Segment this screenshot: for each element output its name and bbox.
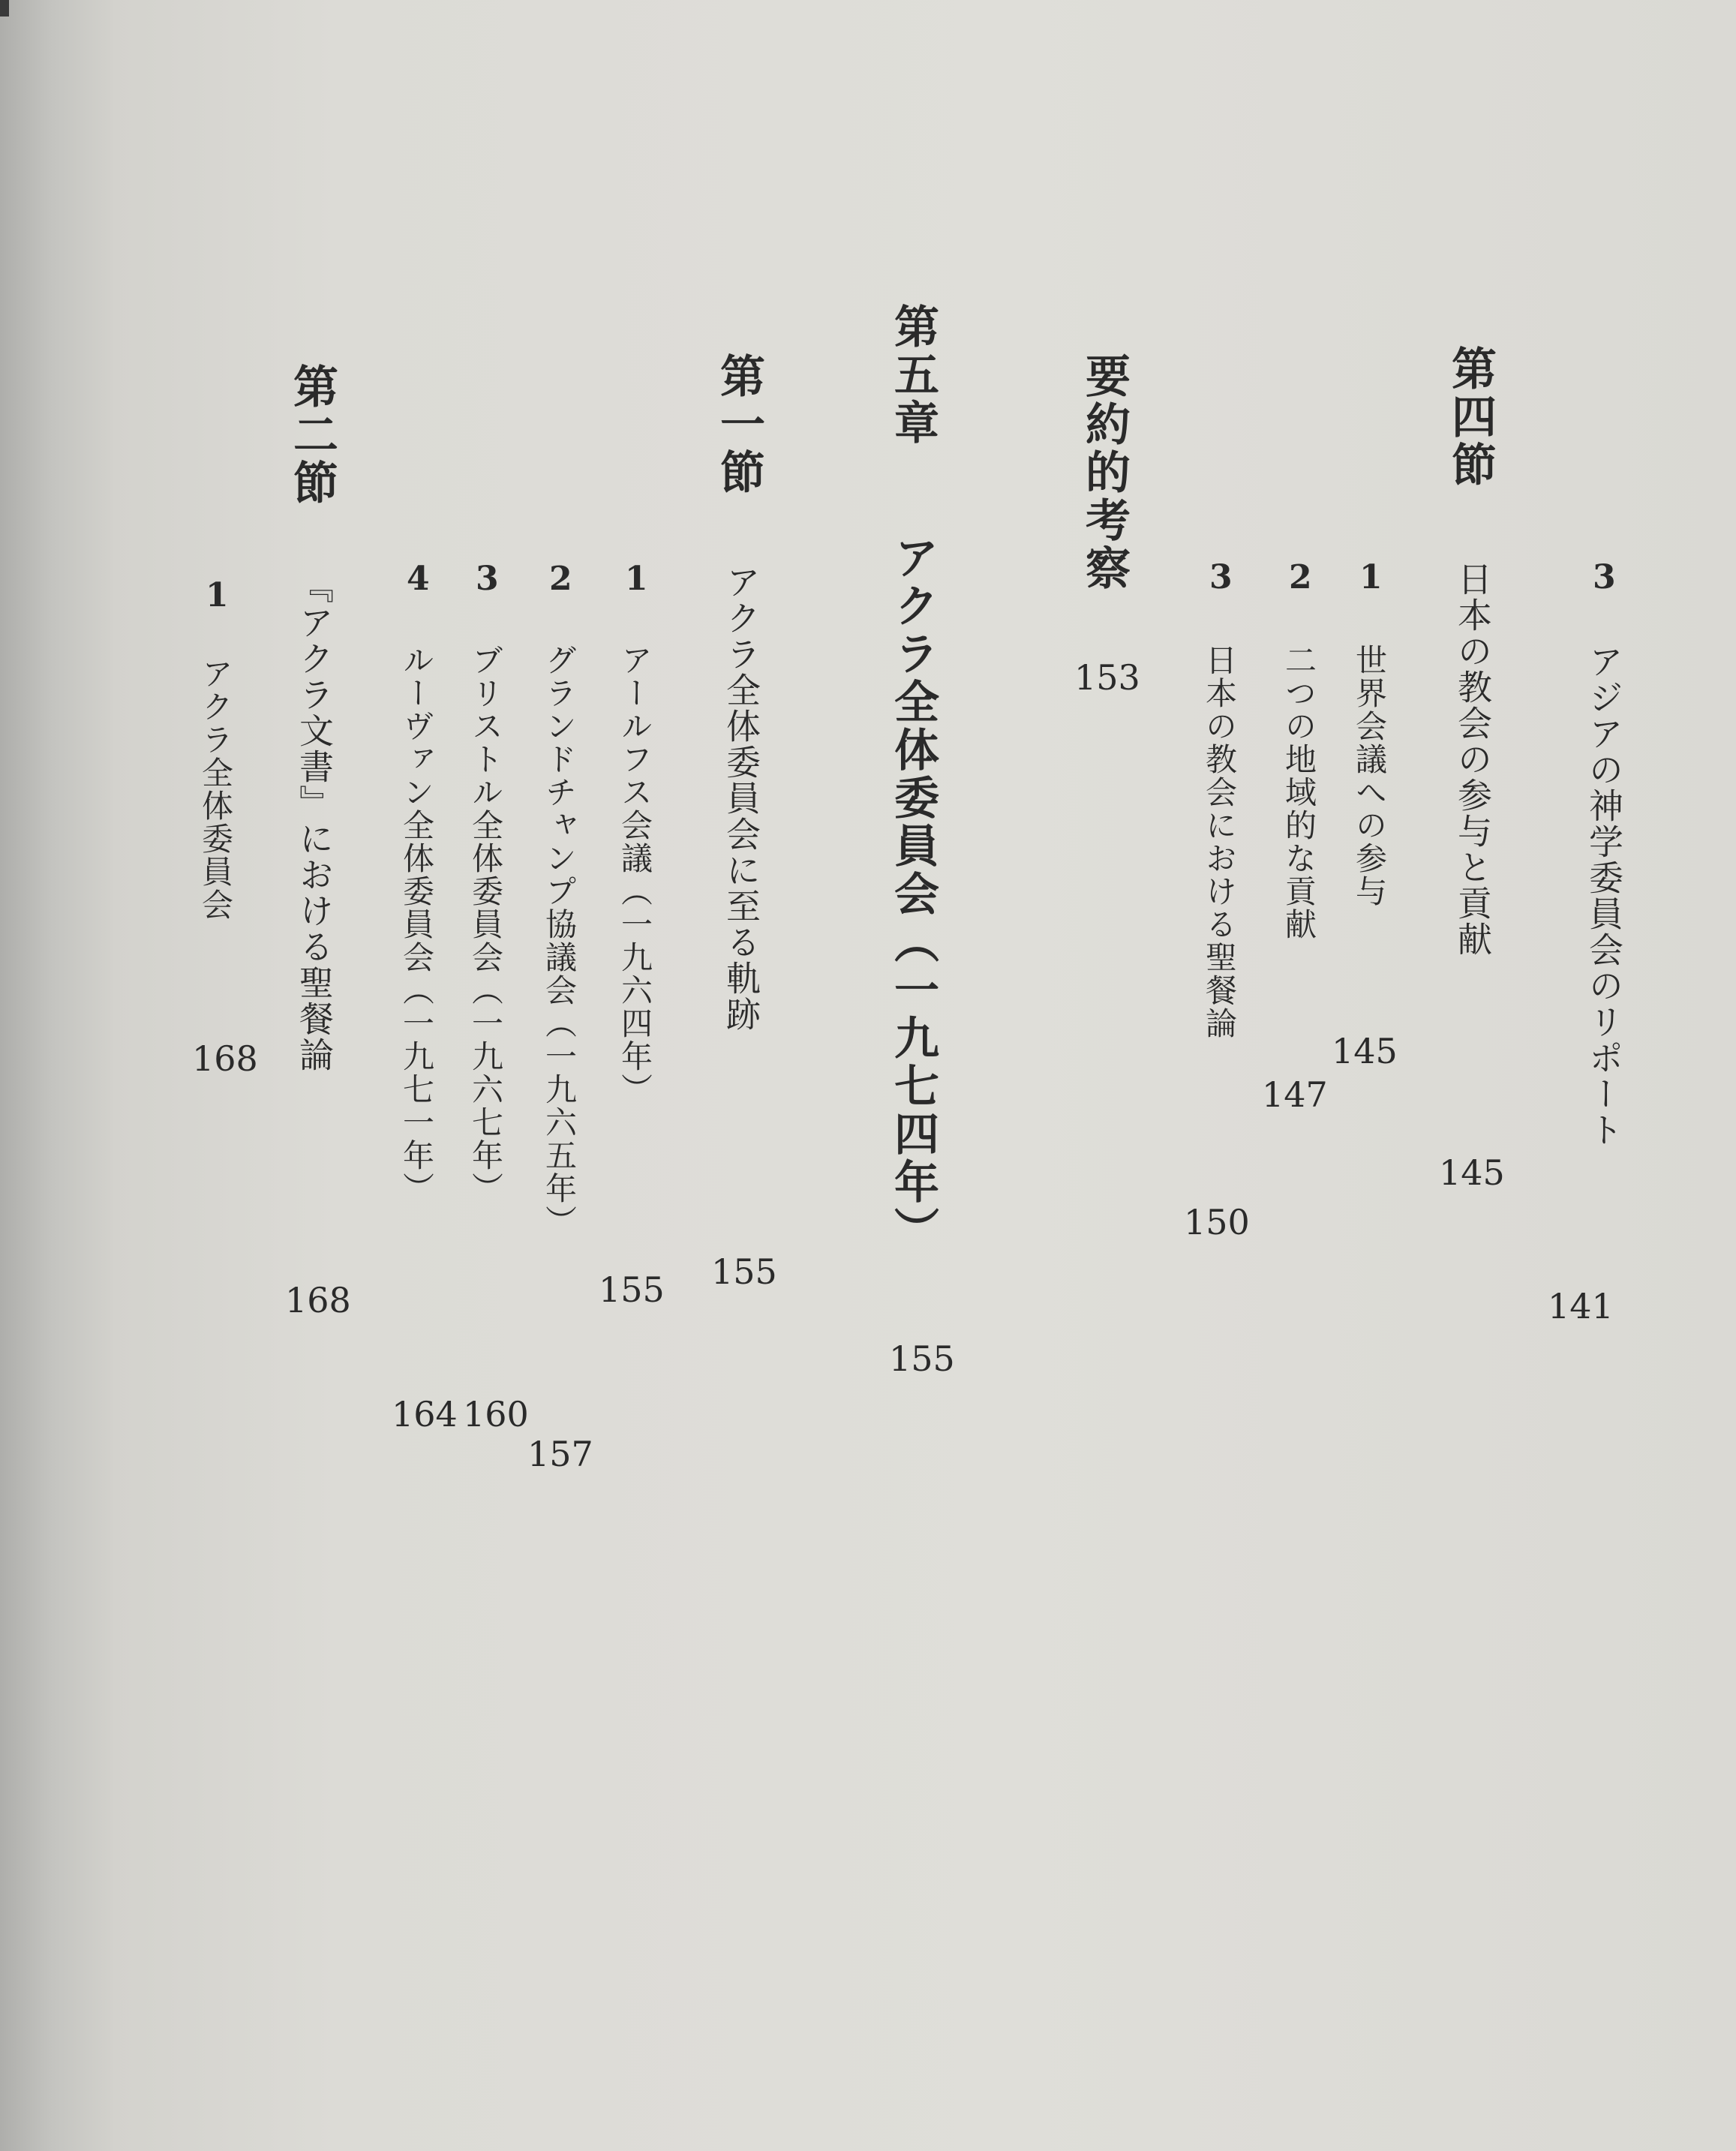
- toc-entry-title: ブリストル全体委員会（一九六七年）: [467, 644, 504, 1205]
- toc-section-title: 『アクラ文書』における聖餐論: [294, 569, 335, 1073]
- toc-entry-title: アクラ全体委員会: [197, 657, 234, 921]
- toc-entry-number: 1: [206, 576, 229, 614]
- toc-entry-number: 1: [1359, 558, 1383, 596]
- toc-section-title: 日本の教会の参与と貢献: [1452, 561, 1493, 957]
- toc-entry-page: 141: [1548, 1286, 1614, 1326]
- toc-entry-page: 157: [527, 1434, 593, 1474]
- toc-entry-number: 2: [549, 560, 572, 598]
- toc-entry-page: 145: [1332, 1031, 1398, 1071]
- toc-entry-title: 要約的考察: [1078, 353, 1131, 593]
- toc-chapter-heading: 第五章: [887, 303, 939, 447]
- toc-entry-title: グランドチャンプ協議会（一九六五年）: [541, 644, 578, 1238]
- toc-entry-number: 3: [1593, 558, 1616, 596]
- toc-entry-title: ルーヴァン全体委員会（一九七一年）: [398, 644, 435, 1205]
- toc-page: [113, 0, 1736, 2151]
- toc-entry-page: 168: [285, 1280, 351, 1320]
- toc-entry-page: 150: [1184, 1202, 1250, 1242]
- toc-entry-page: 155: [889, 1338, 955, 1379]
- book-gutter: [0, 0, 113, 2151]
- toc-entry-page: 164: [392, 1394, 458, 1435]
- toc-chapter-title: アクラ全体委員会（一九七四年）: [887, 534, 939, 1254]
- toc-entry-title: 世界会議への参与: [1351, 644, 1388, 908]
- gutter-mark: [0, 0, 9, 17]
- toc-section-heading: 第四節: [1444, 345, 1497, 489]
- toc-entry-page: 155: [599, 1269, 665, 1310]
- toc-entry-number: 1: [625, 560, 648, 598]
- toc-entry-number: 4: [407, 560, 430, 598]
- toc-entry-number: 3: [476, 560, 499, 598]
- toc-entry-title: アールフス会議（一九六四年）: [617, 644, 653, 1106]
- toc-section-heading: 第二節: [286, 363, 338, 507]
- toc-entry-page: 155: [711, 1251, 777, 1292]
- toc-entry-title: 二つの地域的な貢献: [1281, 644, 1317, 941]
- toc-entry-page: 147: [1262, 1074, 1328, 1115]
- toc-entry-title: アジアの神学委員会のリポート: [1584, 644, 1624, 1148]
- toc-entry-page: 153: [1074, 657, 1140, 698]
- toc-entry-number: 3: [1209, 558, 1233, 596]
- toc-entry-page: 145: [1439, 1152, 1505, 1193]
- toc-entry-page: 168: [192, 1038, 258, 1079]
- toc-entry-page: 160: [463, 1394, 529, 1435]
- toc-entry-number: 2: [1289, 558, 1312, 596]
- toc-entry-title: 日本の教会における聖餐論: [1201, 644, 1238, 1040]
- toc-section-title: アクラ全体委員会に至る軌跡: [721, 564, 761, 1032]
- toc-section-heading: 第一節: [713, 353, 765, 497]
